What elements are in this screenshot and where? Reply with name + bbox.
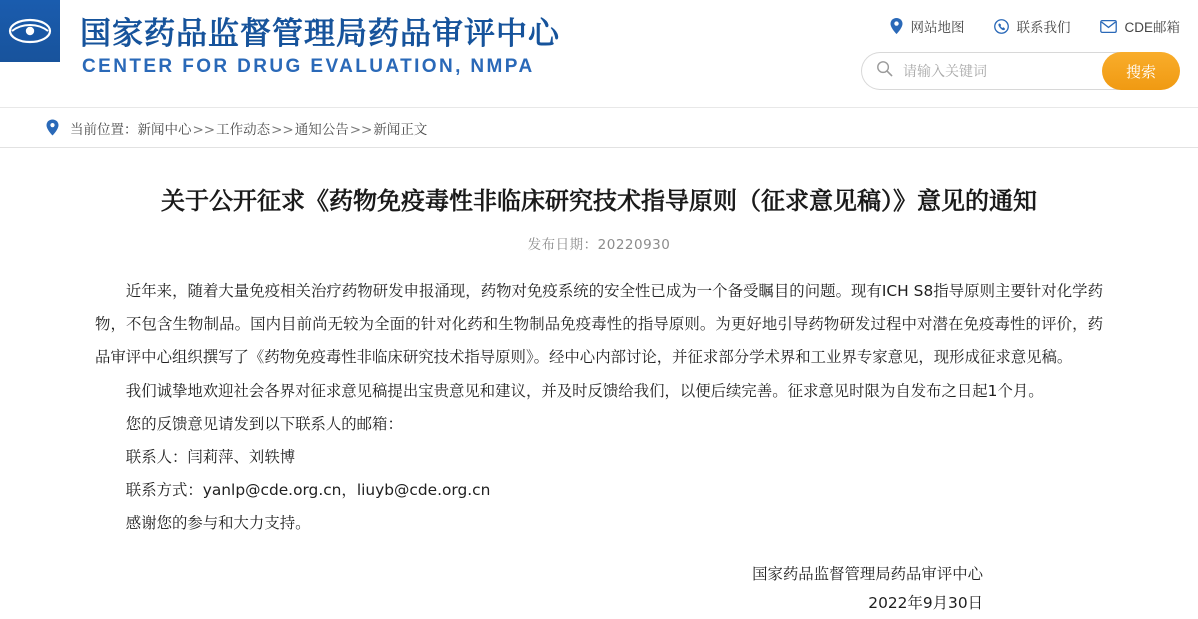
publish-date bbox=[95, 233, 1103, 253]
article-body bbox=[95, 275, 1103, 540]
site-header bbox=[0, 0, 1198, 108]
breadcrumb-prefix: 当前位置： bbox=[70, 121, 138, 138]
location-pin-icon bbox=[46, 119, 59, 141]
cde-eye-logo-icon[interactable] bbox=[0, 0, 60, 62]
site-search bbox=[861, 52, 1180, 90]
breadcrumb-item-work-updates[interactable]: 工作动态 bbox=[216, 121, 271, 138]
breadcrumb bbox=[0, 108, 1198, 148]
breadcrumb-separator: >> bbox=[192, 121, 216, 138]
site-title-en: CENTER FOR DRUG EVALUATION, NMPA bbox=[82, 56, 535, 77]
signature-org: 国家药品监督管理局药品审评中心 bbox=[752, 565, 983, 584]
article bbox=[0, 186, 1198, 619]
top-link-contact[interactable] bbox=[994, 16, 1070, 36]
article-contact-emails: 联系方式：yanlp@cde.org.cn，liuyb@cde.org.cn bbox=[125, 480, 491, 499]
article-signature bbox=[95, 560, 1103, 619]
breadcrumb-text bbox=[46, 118, 427, 138]
publish-date-value: 20220930 bbox=[597, 237, 671, 254]
top-link-label: 联系我们 bbox=[1016, 20, 1071, 35]
top-link-sitemap[interactable] bbox=[890, 16, 964, 36]
location-pin-icon bbox=[890, 18, 903, 34]
search-box[interactable] bbox=[861, 52, 1121, 90]
article-paragraph: 我们诚挚地欢迎社会各界对征求意见稿提出宝贵意见和建议，并及时反馈给我们，以便后续完善。征求意见时限为自发布之日起1个月。 bbox=[125, 381, 1044, 400]
search-button[interactable]: 搜索 bbox=[1102, 52, 1180, 90]
search-input[interactable] bbox=[901, 53, 1121, 89]
header-utility-links bbox=[890, 16, 1180, 36]
article-paragraph: 您的反馈意见请发到以下联系人的邮箱： bbox=[125, 414, 403, 433]
breadcrumb-item-article: 新闻正文 bbox=[373, 121, 428, 138]
publish-date-label: 发布日期： bbox=[527, 237, 598, 254]
article-contact-persons: 联系人：闫莉萍、刘轶博 bbox=[125, 447, 296, 466]
signature-date: 2022年9月30日 bbox=[868, 594, 983, 613]
breadcrumb-item-news-center[interactable]: 新闻中心 bbox=[137, 121, 192, 138]
page-title: 关于公开征求《药物免疫毒性非临床研究技术指导原则（征求意见稿）》意见的通知 bbox=[161, 187, 1037, 215]
article-paragraph: 感谢您的参与和大力支持。 bbox=[125, 513, 311, 532]
article-paragraph: 近年来，随着大量免疫相关治疗药物研发申报涌现，药物对免疫系统的安全性已成为一个备受瞩目的问题。现有ICH S8指导原则主要针对化学药物，不包含生物制品。国内目前尚无较为全面的针对化药和生物制品免疫毒性的指导原则。为更好地引导药物研发过程中对潜在免疫毒性的评价，药品审评中心组织撰写了《药物免疫毒性非临床研究技术指导原则》。经中心内部讨论，并征求部分学术界和工业界专家意见，现形成征求意见稿。 bbox=[95, 282, 1103, 367]
breadcrumb-separator: >> bbox=[349, 121, 373, 138]
site-title-zh: 国家药品监督管理局药品审评中心 bbox=[80, 16, 560, 52]
top-link-label: CDE邮箱 bbox=[1124, 20, 1180, 35]
breadcrumb-separator: >> bbox=[271, 121, 294, 138]
top-link-mail[interactable] bbox=[1100, 16, 1180, 36]
top-link-label: 网站地图 bbox=[910, 20, 965, 35]
breadcrumb-item-notices[interactable]: 通知公告 bbox=[294, 121, 349, 138]
mail-icon bbox=[1100, 20, 1117, 33]
search-icon bbox=[876, 60, 893, 82]
phone-icon bbox=[994, 19, 1009, 34]
